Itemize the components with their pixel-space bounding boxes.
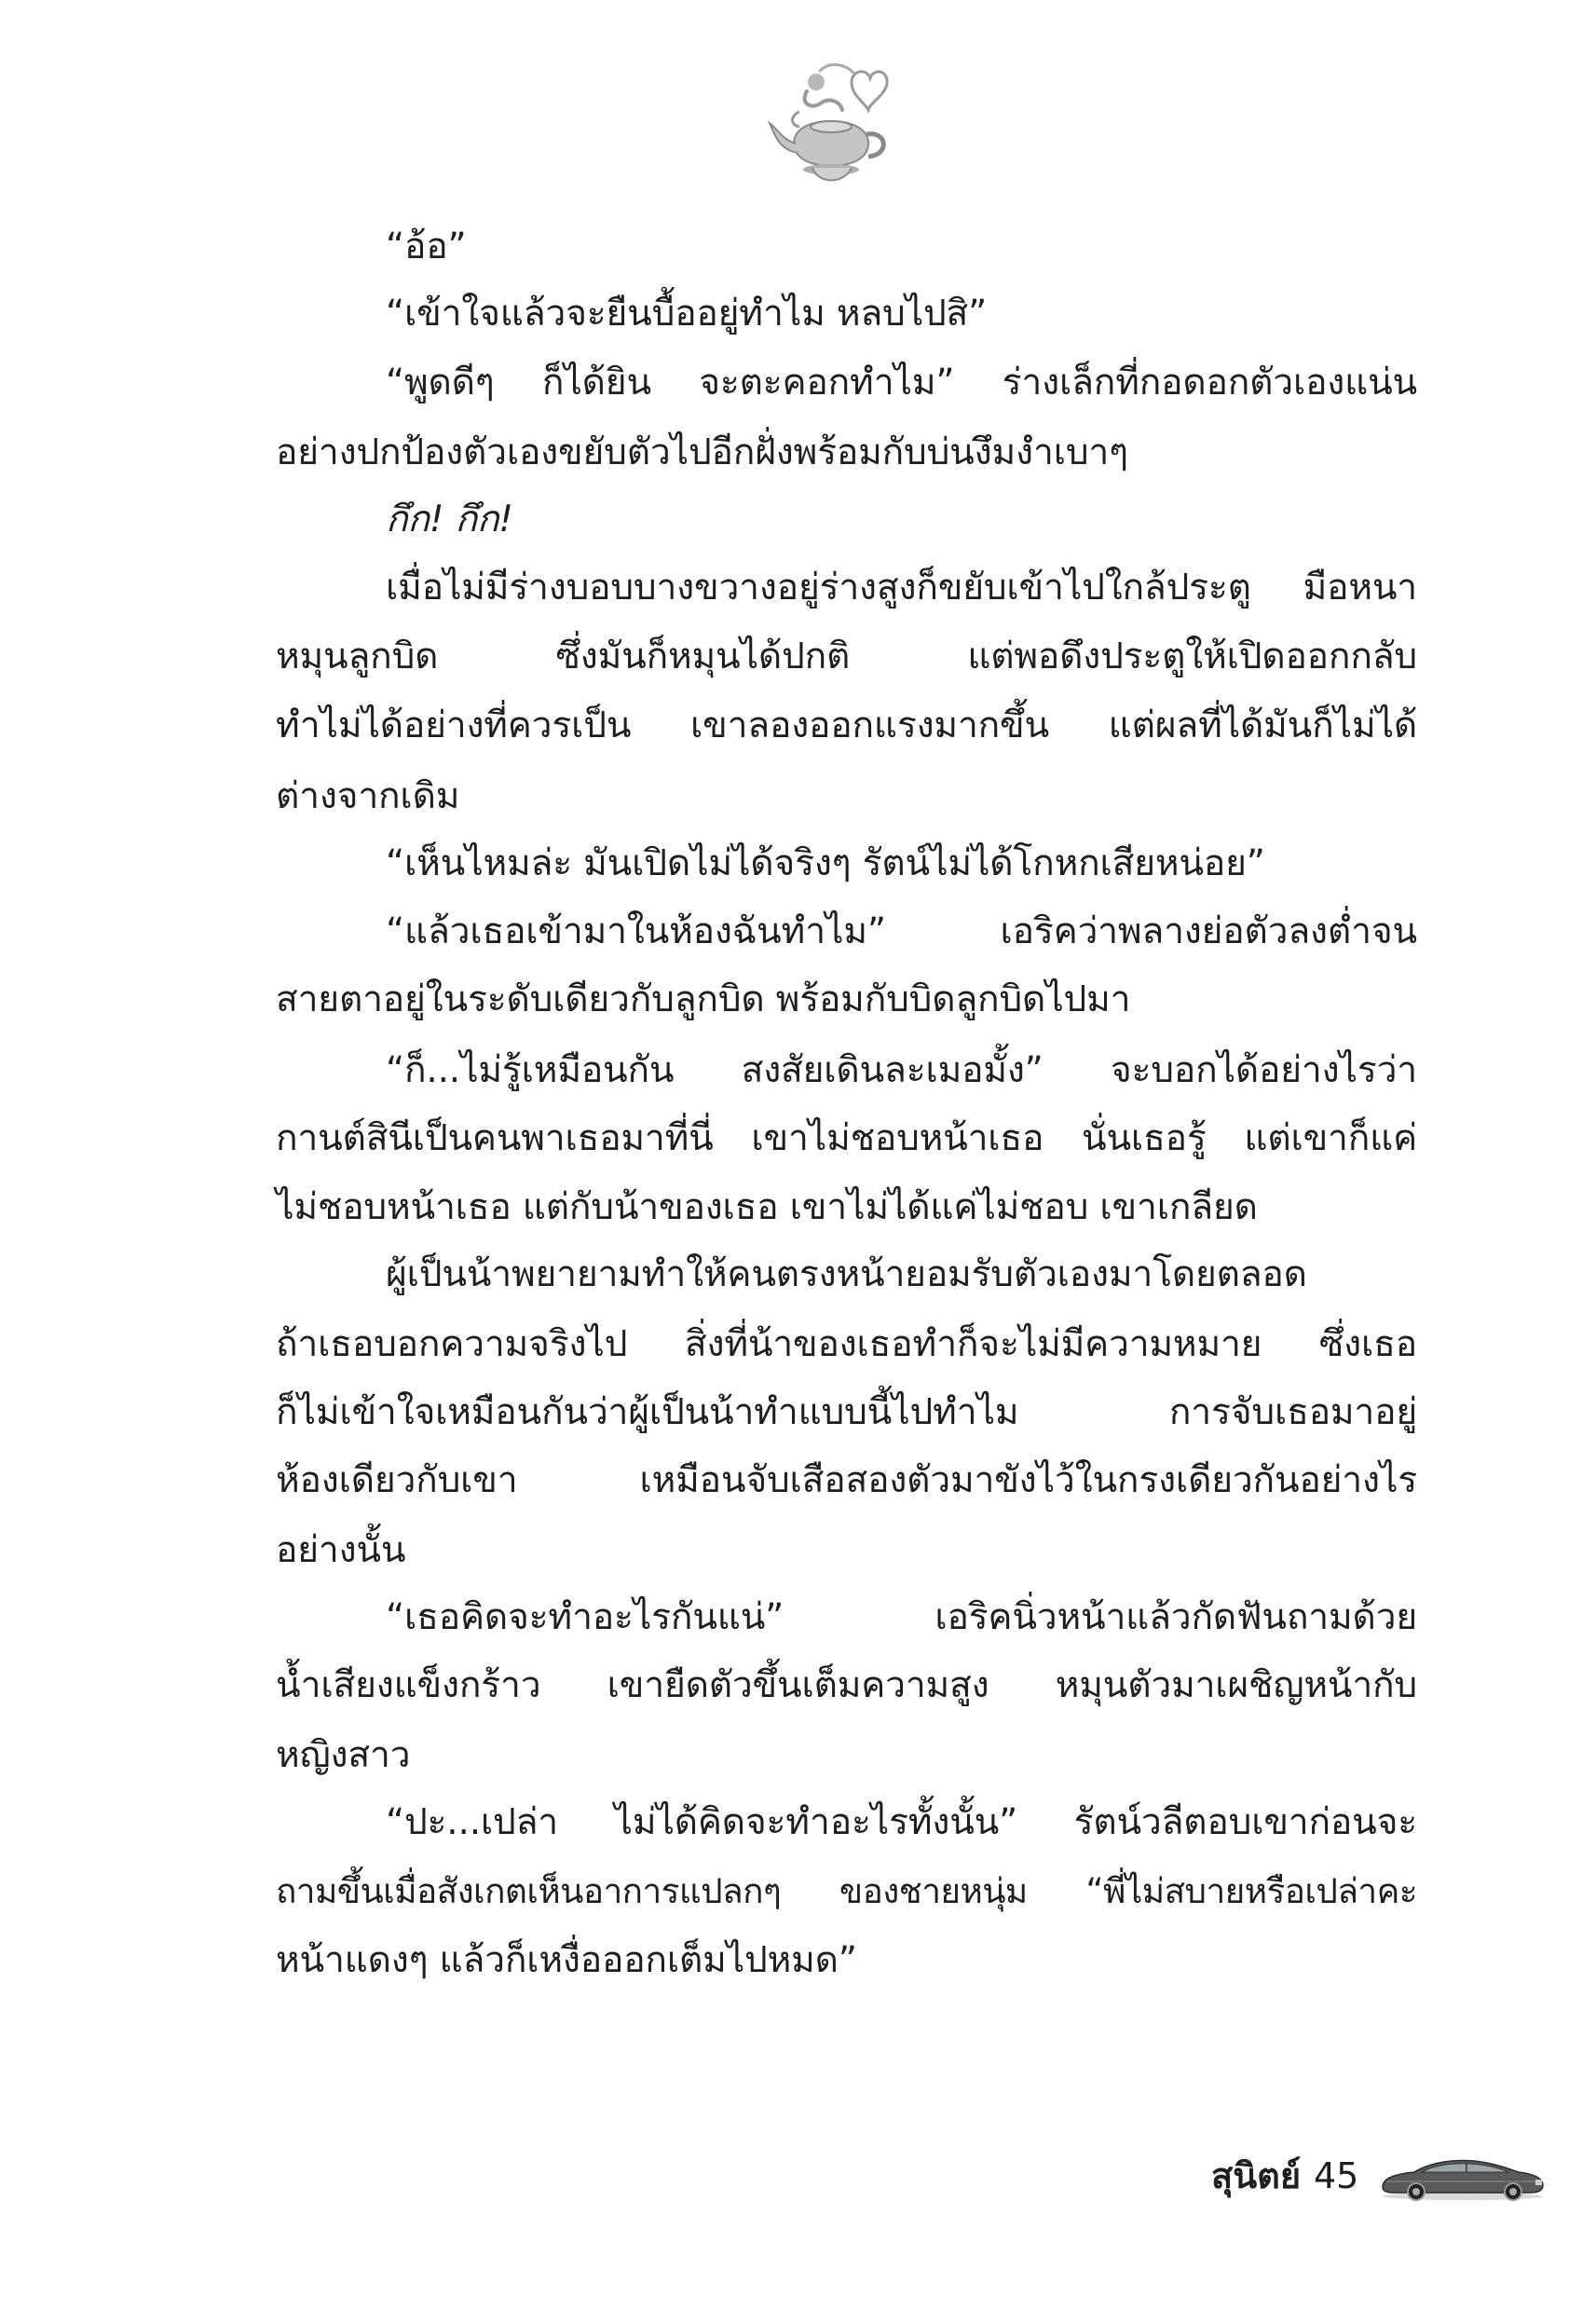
text-line: ก็ไม่เข้าใจเหมือนกันว่าผู้เป็นน้าทำแบบนี้ไปทำไม การจับเธอมาอยู่	[276, 1391, 1417, 1433]
text-line: กึก! กึก!	[386, 499, 513, 540]
text-line: “เข้าใจแล้วจะยืนบื้ออยู่ทำไม หลบไปสิ”	[386, 293, 988, 335]
text-line: “แล้วเธอเข้ามาในห้องฉันทำไม” เอริคว่าพลางย่อตัวลงต่ำจน	[386, 910, 1417, 952]
text-line: ต่างจากเดิม	[276, 775, 460, 817]
text-line: หมุนลูกบิด ซึ่งมันก็หมุนได้ปกติ แต่พอดึงประตูให้เปิดออกกลับ	[276, 636, 1417, 677]
page-number: 45	[1314, 2155, 1359, 2196]
teapot-heart-ornament-icon	[762, 54, 902, 194]
text-line: หญิงสาว	[276, 1734, 411, 1776]
text-line: หน้าแดงๆ แล้วก็เหงื่อออกเต็มไปหมด”	[276, 1939, 857, 1981]
footer-author: สุนิตย์	[1211, 2155, 1302, 2196]
text-line: อย่างปกป้องตัวเองขยับตัวไปอีกฝั่งพร้อมกับบ่นงึมงำเบาๆ	[276, 431, 1128, 473]
text-line: สายตาอยู่ในระดับเดียวกับลูกบิด พร้อมกับบิดลูกบิดไปมา	[276, 978, 1131, 1020]
text-line: “อ้อ”	[386, 226, 467, 267]
text-line: กานต์สินีเป็นคนพาเธอมาที่นี่ เขาไม่ชอบหน้าเธอ นั่นเธอรู้ แต่เขาก็แค่	[276, 1117, 1417, 1159]
text-line: ไม่ชอบหน้าเธอ แต่กับน้าของเธอ เขาไม่ได้แค่ไม่ชอบ เขาเกลียด	[276, 1186, 1258, 1228]
text-line: “ก็...ไม่รู้เหมือนกัน สงสัยเดินละเมอมั้ง” จะบอกได้อย่างไรว่า	[386, 1049, 1417, 1091]
text-line: “ปะ...เปล่า ไม่ได้คิดจะทำอะไรทั้งนั้น” รัตน์วลีตอบเขาก่อนจะ	[386, 1801, 1417, 1843]
text-line: ห้องเดียวกับเขา เหมือนจับเสือสองตัวมาขังไว้ในกรงเดียวกันอย่างไร	[276, 1459, 1417, 1501]
text-line: ผู้เป็นน้าพยายามทำให้คนตรงหน้ายอมรับตัวเองมาโดยตลอด	[386, 1253, 1307, 1295]
text-line: ถ้าเธอบอกความจริงไป สิ่งที่น้าของเธอทำก็จะไม่มีความหมาย ซึ่งเธอ	[276, 1323, 1417, 1365]
page-footer	[1211, 2148, 1565, 2204]
text-line: น้ำเสียงแข็งกร้าว เขายืดตัวขึ้นเต็มความสูง หมุนตัวมาเผชิญหน้ากับ	[276, 1664, 1417, 1706]
text-line: “เธอคิดจะทำอะไรกันแน่” เอริคนิ่วหน้าแล้วกัดฟันถามด้วย	[386, 1596, 1417, 1638]
text-line: เมื่อไม่มีร่างบอบบางขวางอยู่ร่างสูงก็ขยับเข้าไปใกล้ประตู มือหนา	[386, 567, 1417, 609]
text-line: ทำไม่ได้อย่างที่ควรเป็น เขาลองออกแรงมากขึ้น แต่ผลที่ได้มันก็ไม่ได้	[276, 704, 1417, 746]
text-line: “เห็นไหมล่ะ มันเปิดไม่ได้จริงๆ รัตน์ไม่ได้โกหกเสียหน่อย”	[386, 842, 1265, 884]
car-icon	[1377, 2150, 1547, 2202]
text-line: อย่างนั้น	[276, 1529, 406, 1571]
text-line: “พูดดีๆ ก็ได้ยิน จะตะคอกทำไม” ร่างเล็กที่กอดอกตัวเองแน่น	[386, 362, 1417, 403]
text-line: ถามขึ้นเมื่อสังเกตเห็นอาการแปลกๆ ของชายหนุ่ม “พี่ไม่สบายหรือเปล่าคะ	[276, 1871, 1417, 1911]
